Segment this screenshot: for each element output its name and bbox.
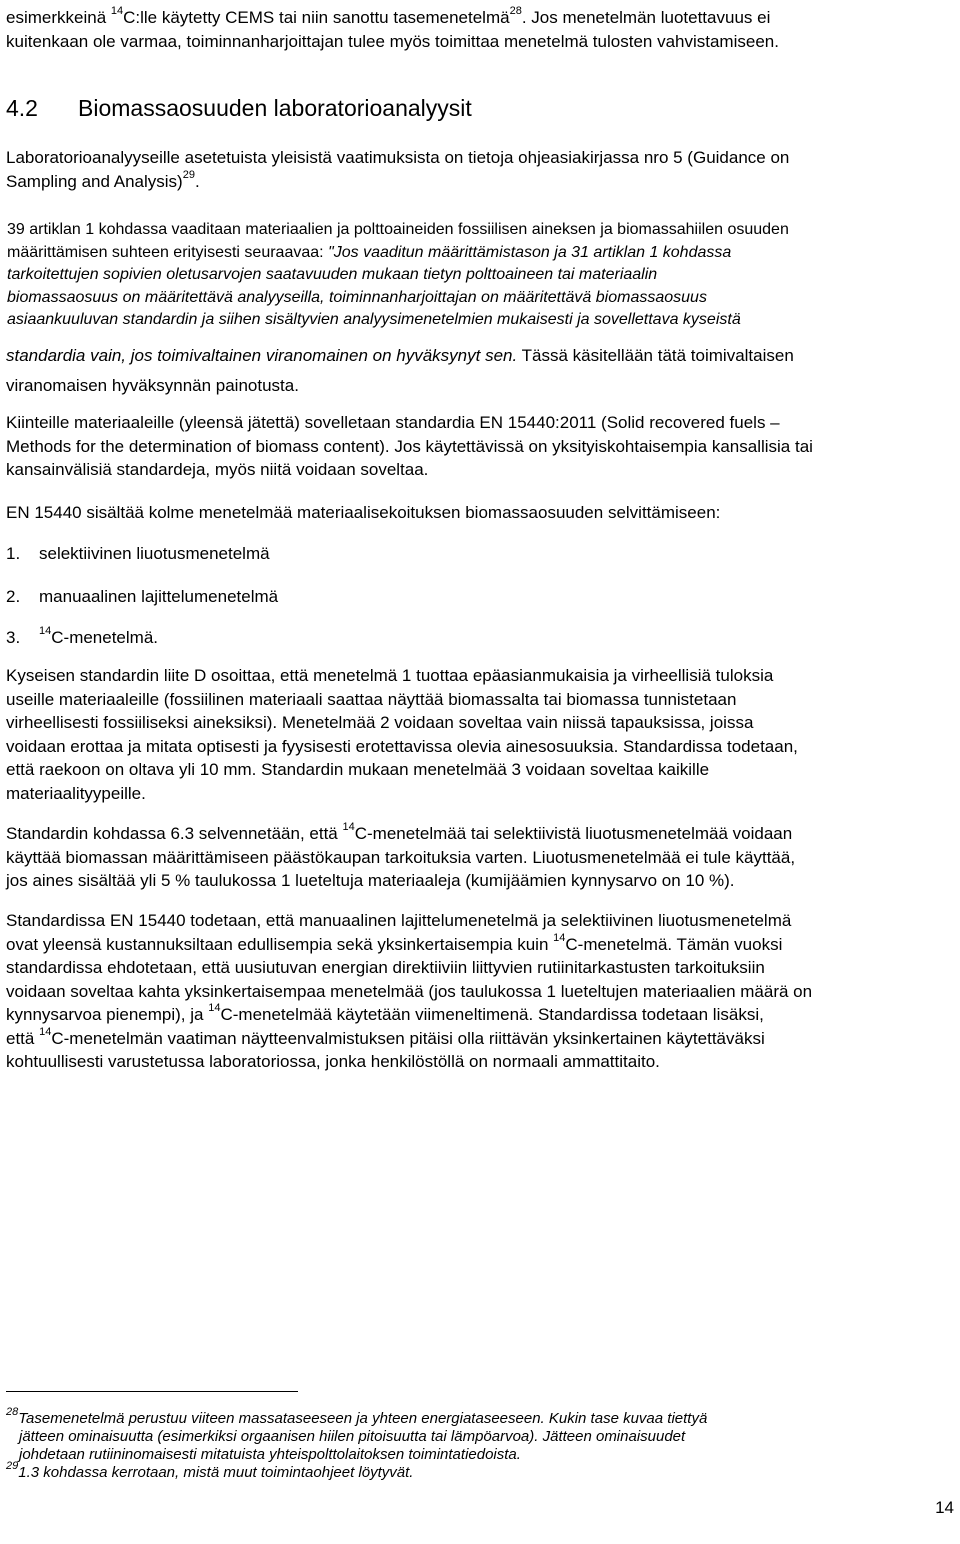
section-6-3-paragraph: Standardin kohdassa 6.3 selvennetään, että $^{14}$C-menetelmää tai selektiivistä liuotusmenetelmää voidaan käyttää biomassan määrittämiseen päästökaupan tarkoituksia varten. Liuotusmenetelmää ei tule käyttää, jos aines sisältää yli 5 % taulukossa 1 lueteltuja materiaaleja (kumijäämien kynnysarvo on 10 %). xyxy=(6,821,796,890)
superscript-14: 14 xyxy=(39,625,52,638)
section-number: 4.2 xyxy=(6,95,38,121)
intro-paragraph xyxy=(6,6,954,54)
superscript-14: 14 xyxy=(110,5,124,18)
footnote-separator xyxy=(6,1391,298,1392)
page-number: 14 xyxy=(935,1498,954,1517)
superscript-14: 14 xyxy=(39,1025,52,1038)
list-item: 3. $^{14}$C-menetelmä. xyxy=(6,625,159,647)
list-item: 1. selektiivinen liuotusmenetelmä xyxy=(6,544,270,563)
section-title: Biomassaosuuden laboratorioanalyysit xyxy=(78,95,472,121)
intro-line-2: kuitenkaan ole varmaa, toiminnanharjoittajan tulee myös toimittaa menetelmä tulosten vahvistamiseen. xyxy=(6,32,779,51)
footnote-28: $^{28}$Tasemenetelmä perustuu viiteen massataseeseen ja yhteen energiataseeseen. Kukin tase kuvaa tiettyä jätteen ominaisuutta (esimerkiksi orgaanisen hiilen pitoisuutta tai lämpöarvoa). Jätteen ominaisuudet johdetaan rutiininomaisesti mitatuista yhteispolttolaitoksen toimintatiedoista. xyxy=(6,1406,708,1463)
article-39-continuation: standardia vain, jos toimivaltainen viranomainen on hyväksynyt sen. Tässä käsitellään tätä toimivaltaisen viranomaisen hyväksynnän painotusta. xyxy=(6,346,794,395)
footnote-ref-28[interactable]: 28 xyxy=(509,5,522,18)
solid-materials-paragraph: Kiinteille materiaaleille (yleensä jätettä) sovelletaan standardia EN 15440:2011 (Solid recovered fuels – Methods for the determination of biomass content). Jos käytettävissä on yksityiskohtaisempia kansallisia tai kansainvälisiä standardeja, myös niitä voidaan soveltaa. xyxy=(6,413,813,479)
manual-method-paragraph: Standardissa EN 15440 todetaan, että manuaalinen lajittelumenetelmä ja selektiivinen liuotusmenetelmä ovat yleensä kustannuksiltaan edullisempia sekä yksinkertaisempia kuin $^{14}$C-menetelmä. Tämän vuoksi standardissa ehdotetaan, että uusiutuvan energian direktiiviin liittyvien rutiinitarkastusten tarkoituksiin voidaan soveltaa kahta yksinkertaisempaa menetelmää (jos taulukossa 1 lueteltujen materiaalien määrä on kynnysarvoa pienempi), ja $^{14}$C-menetelmää käytetään viimeneltimenä. Standardissa todetaan lisäksi, että $^{14}$C-menetelmän vaatiman näytteenvalmistuksen pitäisi olla riittävän yksinkertainen käytettäväksi kohtuullisesti varustetussa laboratoriossa, jonka henkilöstöllä on normaali ammattitaito. xyxy=(6,911,813,1071)
superscript-14: 14 xyxy=(553,931,566,944)
superscript-14: 14 xyxy=(208,1002,221,1015)
footnote-mark-28: 28 xyxy=(6,1406,19,1418)
footnote-29: $^{29}$1.3 kohdassa kerrotaan, mistä muut toimintaohjeet löytyvät. xyxy=(6,1460,414,1481)
methods-intro: EN 15440 sisältää kolme menetelmää materiaalisekoituksen biomassaosuuden selvittämiseen: xyxy=(6,503,721,522)
article-39-paragraph: 39 artiklan 1 kohdassa vaaditaan materiaalien ja polttoaineiden fossiilisen aineksen ja biomassahiilen osuuden määrittämisen suhteen erityisesti seuraavaa: "Jos vaaditun määrittämistason ja 31 artiklan 1 kohdassa tarkoitettujen sopivien oletusarvojen saatavuuden mukaan tietyn polttoaineen tai materiaalin biomassaosuus on määritettävä analyyseilla, toiminnanharjoittajan on määritettävä biomassaosuus asiaankuuluvan standardin ja siihen sisältyvien analyysimenetelmien mukaisesti ja sovellettava kyseistä xyxy=(7,221,789,328)
guidance-paragraph: Laboratorioanalyyseille asetetuista yleisistä vaatimuksista on tietoja ohjeasiakirjassa nro 5 (Guidance on Sampling and Analysis)$^{29}$. xyxy=(6,148,790,191)
superscript-14: 14 xyxy=(342,821,355,834)
list-item: 2. manuaalinen lajittelumenetelmä xyxy=(6,587,279,606)
footnote-ref-29[interactable]: 29 xyxy=(182,169,195,182)
annex-d-paragraph: Kyseisen standardin liite D osoittaa, että menetelmä 1 tuottaa epäasianmukaisia ja virheellisiä tuloksia useille materiaaleille (fossiilinen materiaali saattaa näyttää biomassalta tai biomassa tunnistetaan virheellisesti fossiiliseksi aineksiksi). Menetelmää 2 voidaan soveltaa vain niissä tapauksissa, joissa voidaan erottaa ja mitata optisesti ja fyysisesti erotettavissa olevia ainesosuuksia. Standardissa todetaan, että raekoon on oltava yli 10 mm. Standardin mukaan menetelmää 3 voidaan soveltaa kaikille materiaalityypeille. xyxy=(6,666,798,803)
intro-line-1: esimerkkeinä $^{14}$C:lle käytetty CEMS tai niin sanottu tasemenetelmä$^{28}$. Jos menetelmän luotettavuus ei xyxy=(6,5,771,27)
section-heading xyxy=(6,93,472,123)
regulation-quote: "Jos vaaditun määrittämistason ja 31 artiklan 1 kohdassa xyxy=(328,243,732,261)
footnote-mark-29: 29 xyxy=(6,1460,19,1472)
